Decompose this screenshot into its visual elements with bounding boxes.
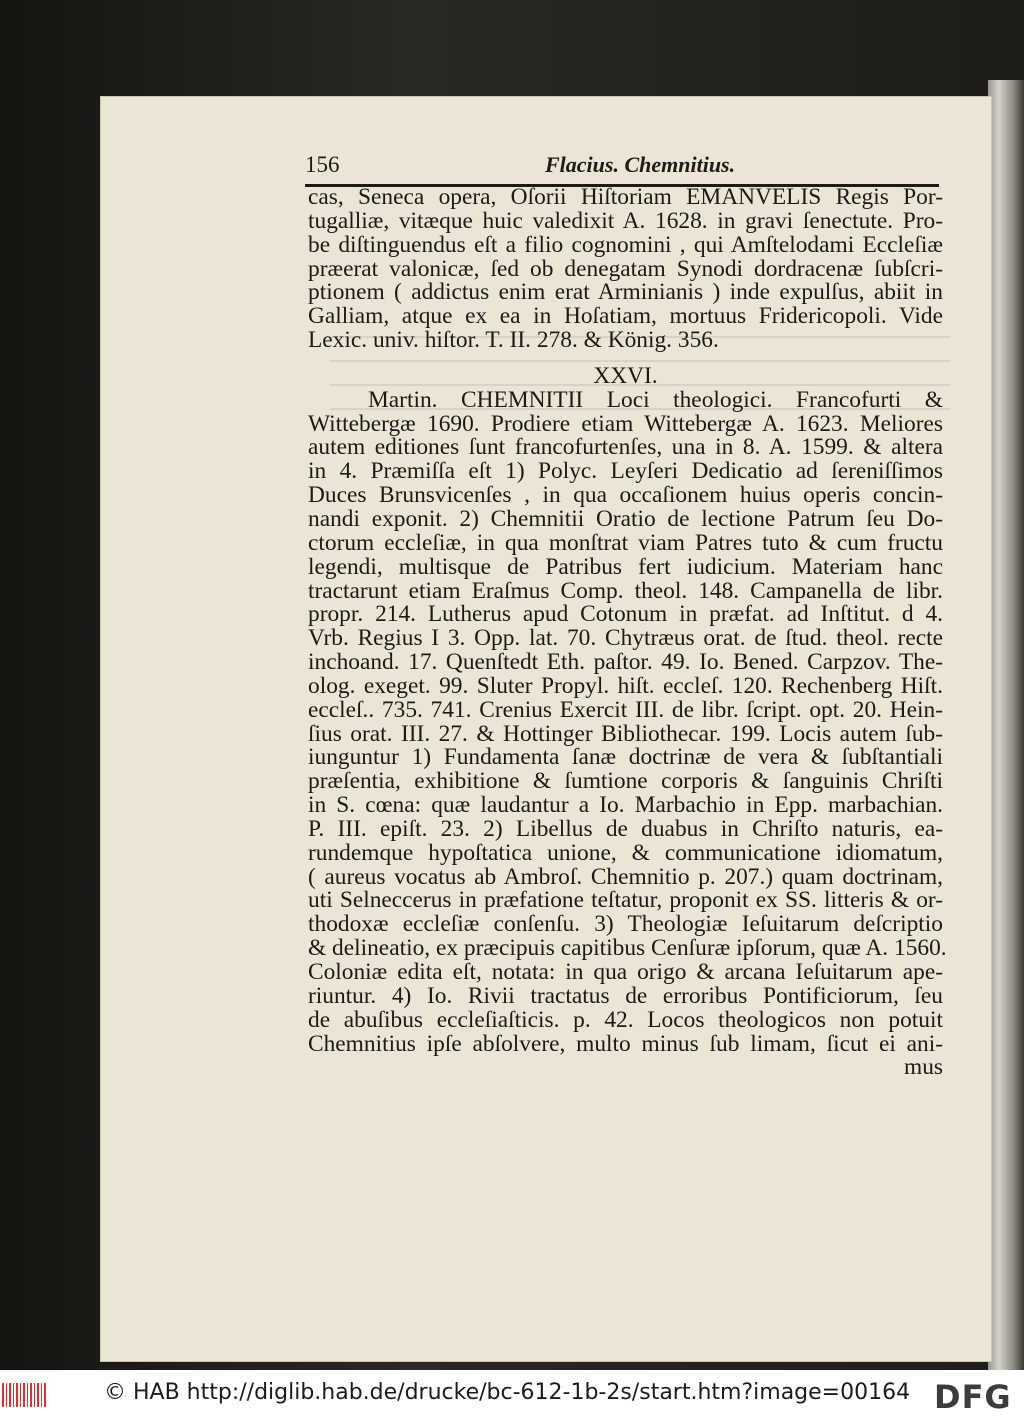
page-edge bbox=[988, 80, 1024, 1370]
text-line: Coloniæ edita eſt, notata: in qua origo & arcana Ieſuitarum ape- bbox=[308, 959, 943, 985]
text-line: Vrb. Regius I 3. Opp. lat. 70. Chytræus orat. de ſtud. theol. recte bbox=[308, 625, 943, 652]
text-line: tugalliæ, vitæque huic valedixit A. 1628. in gravi ſenectute. Pro- bbox=[308, 207, 943, 234]
text-line: thodoxæ eccleſiæ conſenſu. 3) Theologiæ Ieſuitarum deſcriptio bbox=[308, 911, 943, 938]
text-line: tractarunt etiam Eraſmus Comp. theol. 148. Campanella de libr. bbox=[308, 577, 943, 604]
text-line: nandi exponit. 2) Chemnitii Oratio de lectione Patrum ſeu Do- bbox=[308, 505, 943, 532]
text-line: Wittebergæ 1690. Prodiere etiam Wittebergæ A. 1623. Meliores bbox=[308, 410, 943, 437]
text-line: præerat valonicæ, ſed ob denegatam Synodi dordracenæ ſubſcri- bbox=[308, 255, 943, 282]
text-line: P. III. epiſt. 23. 2) Libellus de duabus in Chriſto naturis, ea- bbox=[308, 815, 943, 842]
text-line: in S. cœna: quæ laudantur a Io. Marbachio in Epp. marbachian. bbox=[308, 792, 943, 819]
text-line: rundemque hypoſtatica unione, & communicatione idiomatum, bbox=[308, 839, 943, 866]
text-line: & delineatio, ex præcipuis capitibus Cenſuræ ipſorum, quæ A. 1560. bbox=[308, 935, 947, 962]
text-line: ctorum eccleſiæ, in qua monſtrat viam Patres tuto & cum fructu bbox=[308, 529, 943, 556]
text-line: in 4. Præmiſſa eſt 1) Polyc. Leyſeri Dedicatio ad ſereniſſimos bbox=[308, 458, 943, 485]
text-line: autem editiones ſunt francofurtenſes, una in 8. A. 1599. & altera bbox=[308, 434, 943, 461]
dfg-logo: DFG bbox=[934, 1378, 1012, 1416]
page-number: 156 bbox=[305, 152, 340, 177]
text-line: eccleſ.. 735. 741. Crenius Exercit III. de libr. ſcript. opt. 20. Hein- bbox=[308, 696, 943, 723]
text-line: Chemnitius ipſe abſolvere, multo minus ſub limam, ſicut ei ani- bbox=[308, 1030, 943, 1057]
text-line: ( aureus vocatus ab Ambroſ. Chemnitio p. 207.) quam doctrinam, bbox=[308, 863, 943, 890]
catchword: mus bbox=[904, 1054, 943, 1081]
footer-url[interactable]: © HAB http://diglib.hab.de/drucke/bc-612-1b-2s/start.htm?image=00164 bbox=[104, 1380, 911, 1405]
text-line: ſius orat. III. 27. & Hottinger Bibliothecar. 199. Locis autem ſub- bbox=[308, 720, 943, 747]
text-line: be diſtinguendus eſt a filio cognomini , qui Amſtelodami Eccleſiæ bbox=[308, 231, 943, 258]
running-head bbox=[305, 150, 940, 184]
text-line: legendi, multisque de Patribus fert iudicium. Materiam hanc bbox=[308, 553, 943, 580]
text-line: Martin. CHEMNITII Loci theologici. Francofurti & bbox=[368, 386, 943, 413]
barcode-icon bbox=[2, 1383, 48, 1407]
section-heading: XXVI. bbox=[593, 362, 658, 389]
text-line: inchoand. 17. Quenſtedt Eth. paſtor. 49. Io. Bened. Carpzov. The- bbox=[308, 649, 943, 676]
text-line: Duces Brunsvicenſes , in qua occaſionem huius operis concin- bbox=[308, 482, 943, 509]
text-line: uti Selneccerus in præfatione teſtatur, proponit ex SS. litteris & or- bbox=[308, 887, 943, 914]
text-line: Galliam, atque ex ea in Hoſatiam, mortuus Fridericopoli. Vide bbox=[308, 303, 943, 330]
text-line: riuntur. 4) Io. Rivii tractatus de erroribus Pontificiorum, ſeu bbox=[308, 982, 943, 1009]
text-line: præſentia, exhibitione & ſumtione corporis & ſanguinis Chriſti bbox=[308, 768, 943, 795]
text-line: cas, Seneca opera, Oſorii Hiſtoriam EMANVELIS Regis Por- bbox=[308, 184, 943, 210]
text-line: propr. 214. Lutherus apud Cotonum in præfat. ad Inſtitut. d 4. bbox=[308, 601, 943, 628]
text-line: de abuſibus eccleſiaſticis. p. 42. Locos theologicos non potuit bbox=[308, 1006, 943, 1033]
text-line: Lexic. univ. hiſtor. T. II. 278. & König. 356. bbox=[308, 327, 719, 354]
body-text bbox=[308, 184, 947, 1081]
text-line: ptionem ( addictus enim erat Arminianis ) inde expulſus, abiit in bbox=[308, 279, 943, 306]
running-title: Flacius. Chemnitius. bbox=[545, 152, 736, 177]
text-line: olog. exeget. 99. Sluter Propyl. hiſt. eccleſ. 120. Rechenberg Hiſt. bbox=[308, 672, 943, 699]
text-line: iunguntur 1) Fundamenta ſanæ doctrinæ de vera & ſubſtantiali bbox=[308, 744, 943, 771]
